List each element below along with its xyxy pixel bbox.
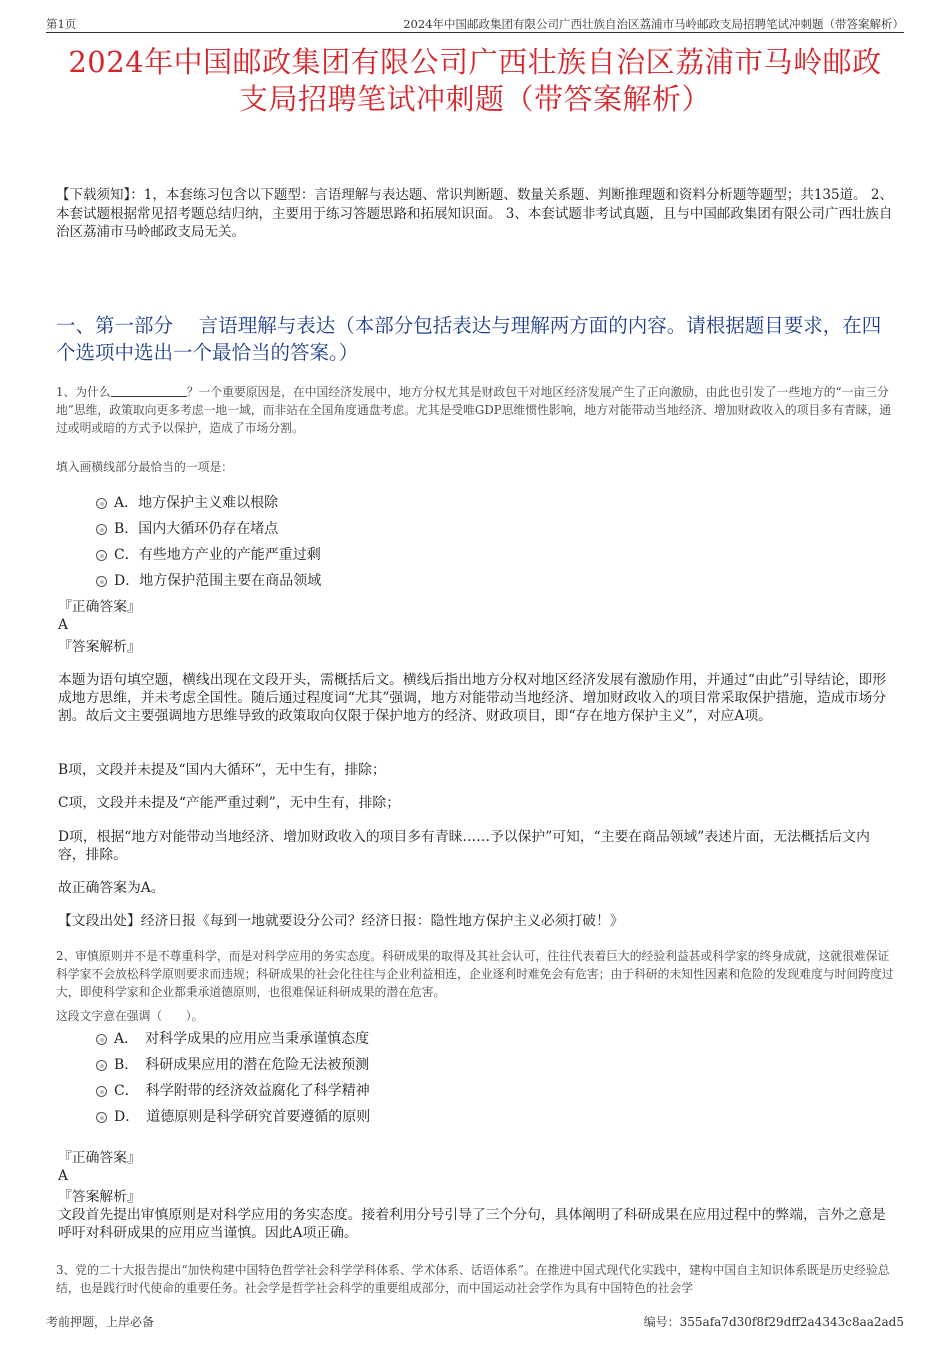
question-1-analysis-b: B项，文段并未提及“国内大循环”，无中生有，排除； bbox=[58, 762, 386, 778]
page-header bbox=[46, 14, 904, 33]
question-1-analysis-c: C项，文段并未提及“产能严重过剩”，无中生有，排除； bbox=[58, 795, 400, 811]
question-3-stem: 3、党的二十大报告提出“加快构建中国特色哲学社会科学学科体系、学术体系、话语体系”。在推进中国式现代化实践中，建构中国自主知识体系既是历史经验总结，也是践行时代使命的重要任务。社会学是哲学社会科学的重要组成部分，而中国运动社会学作为具有中国特色的社会学 bbox=[56, 1263, 890, 1295]
download-notice: 【下载须知】：1，本套练习包含以下题型：言语理解与表达题、常识判断题、数量关系题、判断推理题和资料分析题等题型；共135道。 2、本套试题根据常见招考题总结归纳，主要用于练习答题思路和拓展知识面。 3、本套试题非考试真题，且与中国邮政集团有限公司广西壮族自治区荔浦市马岭邮政支局无关。 bbox=[56, 187, 893, 240]
header-doc-title: 2024年中国邮政集团有限公司广西壮族自治区荔浦市马岭邮政支局招聘笔试冲刺题（带答案解析） bbox=[403, 17, 904, 31]
radio-icon[interactable] bbox=[96, 576, 107, 587]
footer-serial: 编号：355afa7d30f8f29dff2a4343c8aa2ad5 bbox=[643, 1315, 904, 1329]
question-1-analysis-label: 『答案解析』 bbox=[58, 639, 141, 655]
page-number: 第1页 bbox=[46, 17, 77, 31]
question-2-stem: 2、审慎原则并不是不尊重科学，而是对科学应用的务实态度。科研成果的取得及其社会认可，往往代表着巨大的经验利益甚或科学家的终身成就，这就很难保证科学家不会放松科学原则要求而违规；科研成果的社会化往往与企业利益相连，企业逐利时难免会有危害；由于科研的未知性因素和危险的发现难度与时间跨度过大，即使科学家和企业都秉承道德原则，也很难保证科研成果的潜在危害。 bbox=[56, 949, 894, 999]
radio-icon[interactable] bbox=[96, 1034, 107, 1045]
question-1-source: 【文段出处】经济日报《每到一地就要设分公司？经济日报：隐性地方保护主义必须打破！》 bbox=[58, 913, 624, 929]
question-2-prompt: 这段文字意在强调（ ）。 bbox=[56, 1009, 204, 1023]
radio-icon[interactable] bbox=[96, 1060, 107, 1071]
question-1-answer-label: 『正确答案』 bbox=[58, 599, 141, 615]
radio-icon[interactable] bbox=[96, 1086, 107, 1097]
question-1-answer: A bbox=[58, 617, 68, 633]
question-2-analysis-label: 『答案解析』 bbox=[58, 1189, 141, 1205]
section-heading: 一、第一部分 言语理解与表达（本部分包括表达与理解两方面的内容。请根据题目要求，在四个选项中选出一个最恰当的答案。） bbox=[56, 314, 882, 364]
question-1-blank bbox=[111, 384, 187, 397]
question-1-prompt: 填入画横线部分最恰当的一项是： bbox=[56, 460, 233, 474]
question-1-analysis-main: 本题为语句填空题，横线出现在文段开头，需概括后文。横线后指出地方分权对地区经济发展有激励作用，并通过“由此”引导结论，即形成地方思维，并未考虑全国性。随后通过程度词“尤其”强调，地方对能带动当地经济、增加财政收入的项目常采取保护措施，造成市场分割。故后文主要强调地方思维导致的政策取向仅限于保护地方的经济、财政项目，即“存在地方保护主义”，对应A项。 bbox=[58, 672, 887, 724]
title-line-1: 2024年中国邮政集团有限公司广西壮族自治区荔浦市马岭邮政 bbox=[68, 45, 882, 79]
radio-icon[interactable] bbox=[96, 524, 107, 535]
question-1-stem bbox=[56, 383, 898, 437]
radio-icon[interactable] bbox=[96, 550, 107, 561]
title-line-2: 支局招聘笔试冲刺题（带答案解析） bbox=[238, 82, 711, 116]
question-2-analysis: 文段首先提出审慎原则是对科学应用的务实态度。接着利用分号引导了三个分句，具体阐明了科研成果在应用过程中的弊端，言外之意是呼吁对科研成果的应用应当谨慎。因此A项正确。 bbox=[58, 1207, 886, 1241]
radio-icon[interactable] bbox=[96, 498, 107, 509]
page-title bbox=[46, 44, 904, 118]
question-2-answer: A bbox=[58, 1168, 68, 1184]
question-2-answer-label: 『正确答案』 bbox=[58, 1150, 141, 1166]
radio-icon[interactable] bbox=[96, 1112, 107, 1123]
question-1-stem-text: ？一个重要原因是，在中国经济发展中，地方分权尤其是财政包干对地区经济发展产生了正向激励，由此也引发了一些地方的“一亩三分地”思维，政策取向更多考虑一地一域，而非站在全国角度通盘考虑。尤其是受唯GDP思维惯性影响，地方对能带动当地经济、增加财政收入的项目多有青睐，通过或明或暗的方式予以保护，造成了市场分割。 bbox=[56, 385, 892, 435]
question-1-conclusion: 故正确答案为A。 bbox=[58, 880, 165, 896]
footer-slogan: 考前押题，上岸必备 bbox=[46, 1315, 155, 1329]
question-1-prefix: 1、为什么 bbox=[56, 385, 111, 399]
question-1-analysis-d: D项，根据“地方对能带动当地经济、增加财政收入的项目多有青睐……予以保护”可知，“主要在商品领域”表述片面，无法概括后文内容，排除。 bbox=[58, 829, 870, 863]
